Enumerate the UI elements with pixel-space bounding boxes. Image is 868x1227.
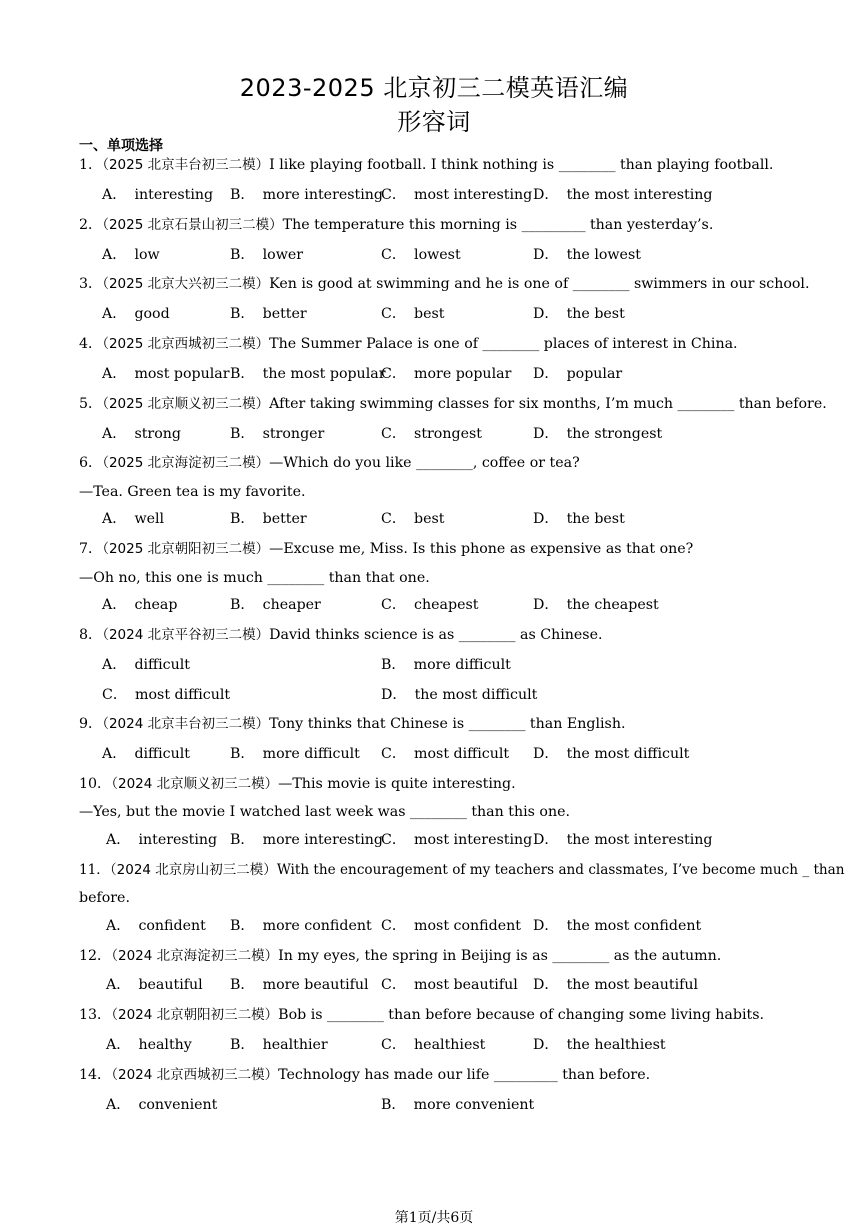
question-6-line-2: —Tea. Green tea is my favorite.	[79, 484, 306, 500]
option-3d: D． the best	[533, 306, 625, 322]
option-11a: A． confident	[106, 918, 206, 934]
option-1a: A． interesting	[102, 187, 214, 203]
question-7-line-2: —Oh no, this one is much ________ than that one.	[79, 570, 430, 586]
option-8c: C． most difficult	[102, 687, 231, 703]
option-4c: C． more popular	[381, 366, 512, 382]
question-10-line-2: —Yes, but the movie I watched last week was ________ than this one.	[79, 804, 571, 820]
option-11b: B． more confident	[230, 918, 372, 934]
question-11: 11．（2024 北京房山初三二模）With the encouragement of my teachers and classmates, I’ve become much _ than	[79, 862, 845, 878]
option-2d: D． the lowest	[533, 247, 641, 263]
option-7c: C． cheapest	[381, 597, 479, 613]
question-6: 6．（2025 北京海淀初三二模）—Which do you like ________, coffee or tea?	[79, 455, 580, 471]
option-14b: B． more convenient	[381, 1097, 535, 1113]
option-10a: A． interesting	[106, 832, 218, 848]
option-12d: D． the most beautiful	[533, 977, 699, 993]
option-2c: C． lowest	[381, 247, 461, 263]
option-7b: B． cheaper	[230, 597, 321, 613]
question-7: 7．（2025 北京朝阳初三二模）—Excuse me, Miss. Is this phone as expensive as that one?	[79, 541, 694, 557]
option-11d: D． the most confident	[533, 918, 702, 934]
question-4: 4．（2025 北京西城初三二模）The Summer Palace is one of ________ places of interest in China.	[79, 336, 738, 352]
option-6a: A． well	[102, 511, 165, 527]
option-12b: B． more beautiful	[230, 977, 369, 993]
option-10b: B． more interesting	[230, 832, 383, 848]
question-1: 1．（2025 北京丰台初三二模）I like playing football. I think nothing is ________ than playing football.	[79, 157, 774, 173]
option-2b: B． lower	[230, 247, 304, 263]
option-8b: B． more difficult	[381, 657, 511, 673]
option-5a: A． strong	[102, 426, 181, 442]
option-6b: B． better	[230, 511, 307, 527]
question-3: 3．（2025 北京大兴初三二模）Ken is good at swimming and he is one of ________ swimmers in our school.	[79, 276, 810, 292]
option-9c: C． most difficult	[381, 746, 510, 762]
option-14a: A． convenient	[106, 1097, 218, 1113]
question-8: 8．（2024 北京平谷初三二模）David thinks science is as ________ as Chinese.	[79, 627, 603, 643]
question-9: 9．（2024 北京丰台初三二模）Tony thinks that Chinese is ________ than English.	[79, 716, 626, 732]
option-10d: D． the most interesting	[533, 832, 713, 848]
option-6d: D． the best	[533, 511, 625, 527]
option-13d: D． the healthiest	[533, 1037, 666, 1053]
option-9b: B． more difficult	[230, 746, 360, 762]
option-13b: B． healthier	[230, 1037, 328, 1053]
page-number: 第1页/共6页	[394, 1210, 474, 1226]
option-4a: A． most popular	[102, 366, 230, 382]
question-11-line-2: before.	[79, 890, 130, 906]
question-13: 13．（2024 北京朝阳初三二模）Bob is ________ than before because of changing some living habits.	[79, 1007, 764, 1023]
section-heading: 一、单项选择	[79, 138, 163, 154]
question-14: 14．（2024 北京西城初三二模）Technology has made our life _________ than before.	[79, 1067, 651, 1083]
option-3c: C． best	[381, 306, 445, 322]
option-13c: C． healthiest	[381, 1037, 486, 1053]
option-7a: A． cheap	[102, 597, 178, 613]
option-6c: C． best	[381, 511, 445, 527]
option-11c: C． most confident	[381, 918, 521, 934]
option-1d: D． the most interesting	[533, 187, 713, 203]
question-2: 2．（2025 北京石景山初三二模）The temperature this morning is _________ than yesterday’s.	[79, 217, 714, 233]
option-5c: C． strongest	[381, 426, 482, 442]
option-9a: A． difficult	[102, 746, 190, 762]
option-3a: A． good	[102, 306, 170, 322]
option-10c: C． most interesting	[381, 832, 533, 848]
option-5b: B． stronger	[230, 426, 325, 442]
option-12c: C． most beautiful	[381, 977, 518, 993]
option-3b: B． better	[230, 306, 307, 322]
option-2a: A． low	[102, 247, 160, 263]
option-13a: A． healthy	[106, 1037, 192, 1053]
document-title: 2023-2025 北京初三二模英语汇编	[239, 74, 629, 102]
option-1b: B． more interesting	[230, 187, 383, 203]
option-4b: B． the most popular	[230, 366, 386, 382]
question-5: 5．（2025 北京顺义初三二模）After taking swimming classes for six months, I’m much ________ than before.	[79, 396, 827, 412]
option-8a: A． difficult	[102, 657, 190, 673]
option-4d: D． popular	[533, 366, 623, 382]
option-1c: C． most interesting	[381, 187, 533, 203]
option-8d: D． the most difficult	[381, 687, 538, 703]
option-9d: D． the most difficult	[533, 746, 690, 762]
document-subtitle: 形容词	[397, 108, 471, 136]
question-12: 12．（2024 北京海淀初三二模）In my eyes, the spring in Beijing is as ________ as the autumn.	[79, 948, 722, 964]
question-10: 10．（2024 北京顺义初三二模）—This movie is quite interesting.	[79, 776, 516, 792]
option-5d: D． the strongest	[533, 426, 663, 442]
option-12a: A． beautiful	[106, 977, 203, 993]
option-7d: D． the cheapest	[533, 597, 659, 613]
